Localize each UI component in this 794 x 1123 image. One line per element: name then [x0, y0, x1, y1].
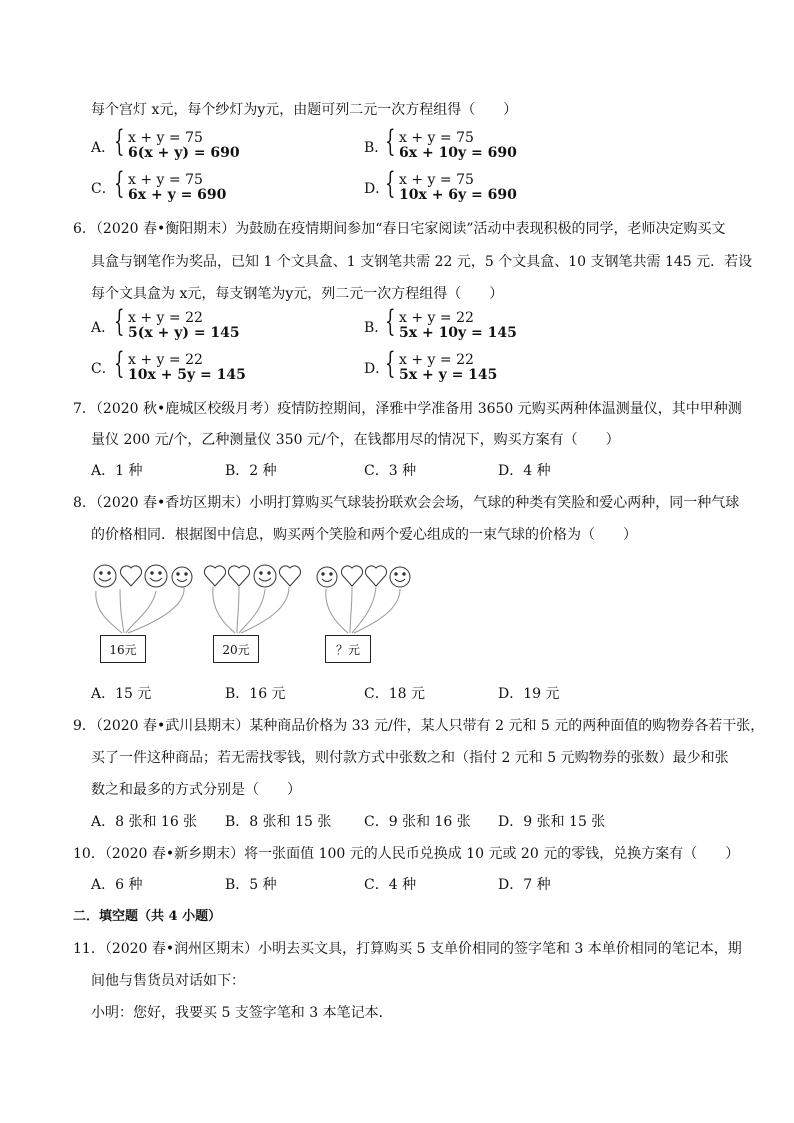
smiley-balloon-icon	[172, 567, 192, 587]
q11-stem-line-1: 11．（2020 春•润州区期末）小明去买文具，打算购买 5 支单价相同的签字笔和 3 本单价相同的笔记本，期	[73, 941, 742, 957]
q6-option-a-label: A．	[91, 320, 116, 336]
q8-choice-c: C．18 元	[364, 686, 425, 702]
equation-2: 5(x + y) = 145	[128, 325, 240, 341]
heart-balloon-icon	[228, 566, 249, 586]
heart-balloon-icon	[204, 566, 225, 586]
q9-choice-d: D．9 张和 15 张	[498, 814, 606, 830]
equation-1: x + y = 75	[399, 130, 474, 146]
q10-choice-a: A．6 种	[91, 877, 143, 893]
q6-stem-line-1: 6．（2020 春•衡阳期末）为鼓励在疫情期间参加“春日宅家阅读”活动中表现积极的同学，老师决定购买文	[73, 221, 726, 237]
price-tag-unknown: ？元	[325, 635, 371, 663]
q11-stem-line-2: 间他与售货员对话如下：	[91, 973, 245, 989]
q8-stem-line-1: 8．（2020 春•香坊区期末）小明打算购买气球装扮联欢会会场，气球的种类有笑脸和爱心两种，同一种气球	[73, 495, 740, 511]
q8-stem-line-2: 的价格相同．根据图中信息，购买两个笑脸和两个爱心组成的一束气球的价格为（ ）	[91, 527, 637, 543]
brace-icon: {	[385, 304, 396, 339]
equation-1: x + y = 22	[399, 352, 474, 368]
balloon-group-3	[317, 566, 410, 633]
q7-choice-b: B．2 种	[225, 463, 277, 479]
equation-1: x + y = 22	[128, 352, 203, 368]
brace-icon: {	[114, 346, 125, 381]
smiley-balloon-icon	[254, 565, 276, 587]
q9-choice-a: A．8 张和 16 张	[91, 814, 198, 830]
q6-option-c-label: C．	[91, 361, 116, 377]
balloon-group-1	[94, 565, 192, 633]
q10-stem-line: 10．（2020 春•新乡期末）将一张面值 100 元的人民币兑换成 10 元或 20 元的零钱，兑换方案有（ ）	[73, 846, 740, 862]
q9-stem-line-1: 9．（2020 春•武川县期末）某种商品价格为 33 元/件，某人只带有 2 元和 5 元的两种面值的购物券各若干张，	[73, 718, 765, 734]
q8-choice-d: D．19 元	[498, 686, 560, 702]
brace-icon: {	[385, 166, 396, 201]
equation-2: 6x + y = 690	[128, 187, 227, 203]
equation-1: x + y = 22	[128, 310, 203, 326]
equation-1: x + y = 22	[399, 310, 474, 326]
heart-balloon-icon	[279, 566, 300, 586]
equation-2: 6(x + y) = 690	[128, 145, 240, 161]
q7-choice-c: C．3 种	[364, 463, 417, 479]
heart-balloon-icon	[341, 566, 362, 586]
q10-choice-c: C．4 种	[364, 877, 417, 893]
heart-balloon-icon	[365, 566, 386, 586]
section-heading-fill-in: 二．填空题（共 4 小题）	[73, 909, 222, 924]
q6-stem-line-3: 每个文具盒为 x元，每支钢笔为y元，列二元一次方程组得（ ）	[91, 286, 504, 302]
equation-1: x + y = 75	[399, 172, 474, 188]
q6-stem-line-2: 具盒与钢笔作为奖品，已知 1 个文具盒、1 支钢笔共需 22 元，5 个文具盒、10 支钢笔共需 145 元．若设	[91, 254, 753, 270]
q5-option-a-label: A．	[91, 140, 116, 156]
heart-balloon-icon	[120, 566, 141, 586]
q6-option-d-label: D．	[364, 361, 390, 377]
brace-icon: {	[385, 124, 396, 159]
smiley-balloon-icon	[390, 567, 410, 587]
brace-icon: {	[114, 166, 125, 201]
q10-choice-b: B．5 种	[225, 877, 277, 893]
q5-option-b-label: B．	[364, 140, 389, 156]
q6-option-b-label: B．	[364, 320, 389, 336]
q5-option-d-label: D．	[364, 181, 390, 197]
q7-stem-line-2: 量仪 200 元/个，乙种测量仪 350 元/个，在钱都用尽的情况下，购买方案有（ ）	[91, 432, 620, 448]
smiley-balloon-icon	[94, 565, 116, 587]
q10-choice-d: D．7 种	[498, 877, 551, 893]
equation-2: 6x + 10y = 690	[399, 145, 517, 161]
q5-option-c-label: C．	[91, 181, 116, 197]
q9-stem-line-3: 数之和最多的方式分别是（ ）	[91, 782, 301, 798]
q8-choice-b: B．16 元	[225, 686, 286, 702]
brace-icon: {	[385, 346, 396, 381]
q7-stem-line-1: 7．（2020 秋•鹿城区校级月考）疫情防控期间，泽雅中学准备用 3650 元购买两种体温测量仪，其中甲种测	[73, 401, 742, 417]
equation-2: 5x + 10y = 145	[399, 325, 517, 341]
q11-dialogue-line: 小明：您好，我要买 5 支签字笔和 3 本笔记本．	[91, 1005, 393, 1021]
q7-choice-a: A．1 种	[91, 463, 143, 479]
price-tag-16: 16元	[100, 635, 146, 663]
q5-stem-line: 每个宫灯 x元，每个纱灯为y元，由题可列二元一次方程组得（ ）	[91, 102, 518, 118]
q9-choice-b: B．8 张和 15 张	[225, 814, 332, 830]
balloon-group-2	[204, 565, 300, 633]
q8-choice-a: A．15 元	[91, 686, 152, 702]
price-tag-20: 20元	[213, 635, 259, 663]
smiley-balloon-icon	[317, 567, 337, 587]
brace-icon: {	[114, 124, 125, 159]
q9-stem-line-2: 买了一件这种商品；若无需找零钱，则付款方式中张数之和（指付 2 元和 5 元购物券的张数）最少和张	[91, 750, 729, 766]
q7-choice-d: D．4 种	[498, 463, 551, 479]
equation-1: x + y = 75	[128, 130, 203, 146]
q9-choice-c: C．9 张和 16 张	[364, 814, 471, 830]
equation-2: 10x + 5y = 145	[128, 367, 246, 383]
smiley-balloon-icon	[145, 565, 167, 587]
equation-2: 5x + y = 145	[399, 367, 498, 383]
equation-1: x + y = 75	[128, 172, 203, 188]
equation-2: 10x + 6y = 690	[399, 187, 517, 203]
brace-icon: {	[114, 304, 125, 339]
